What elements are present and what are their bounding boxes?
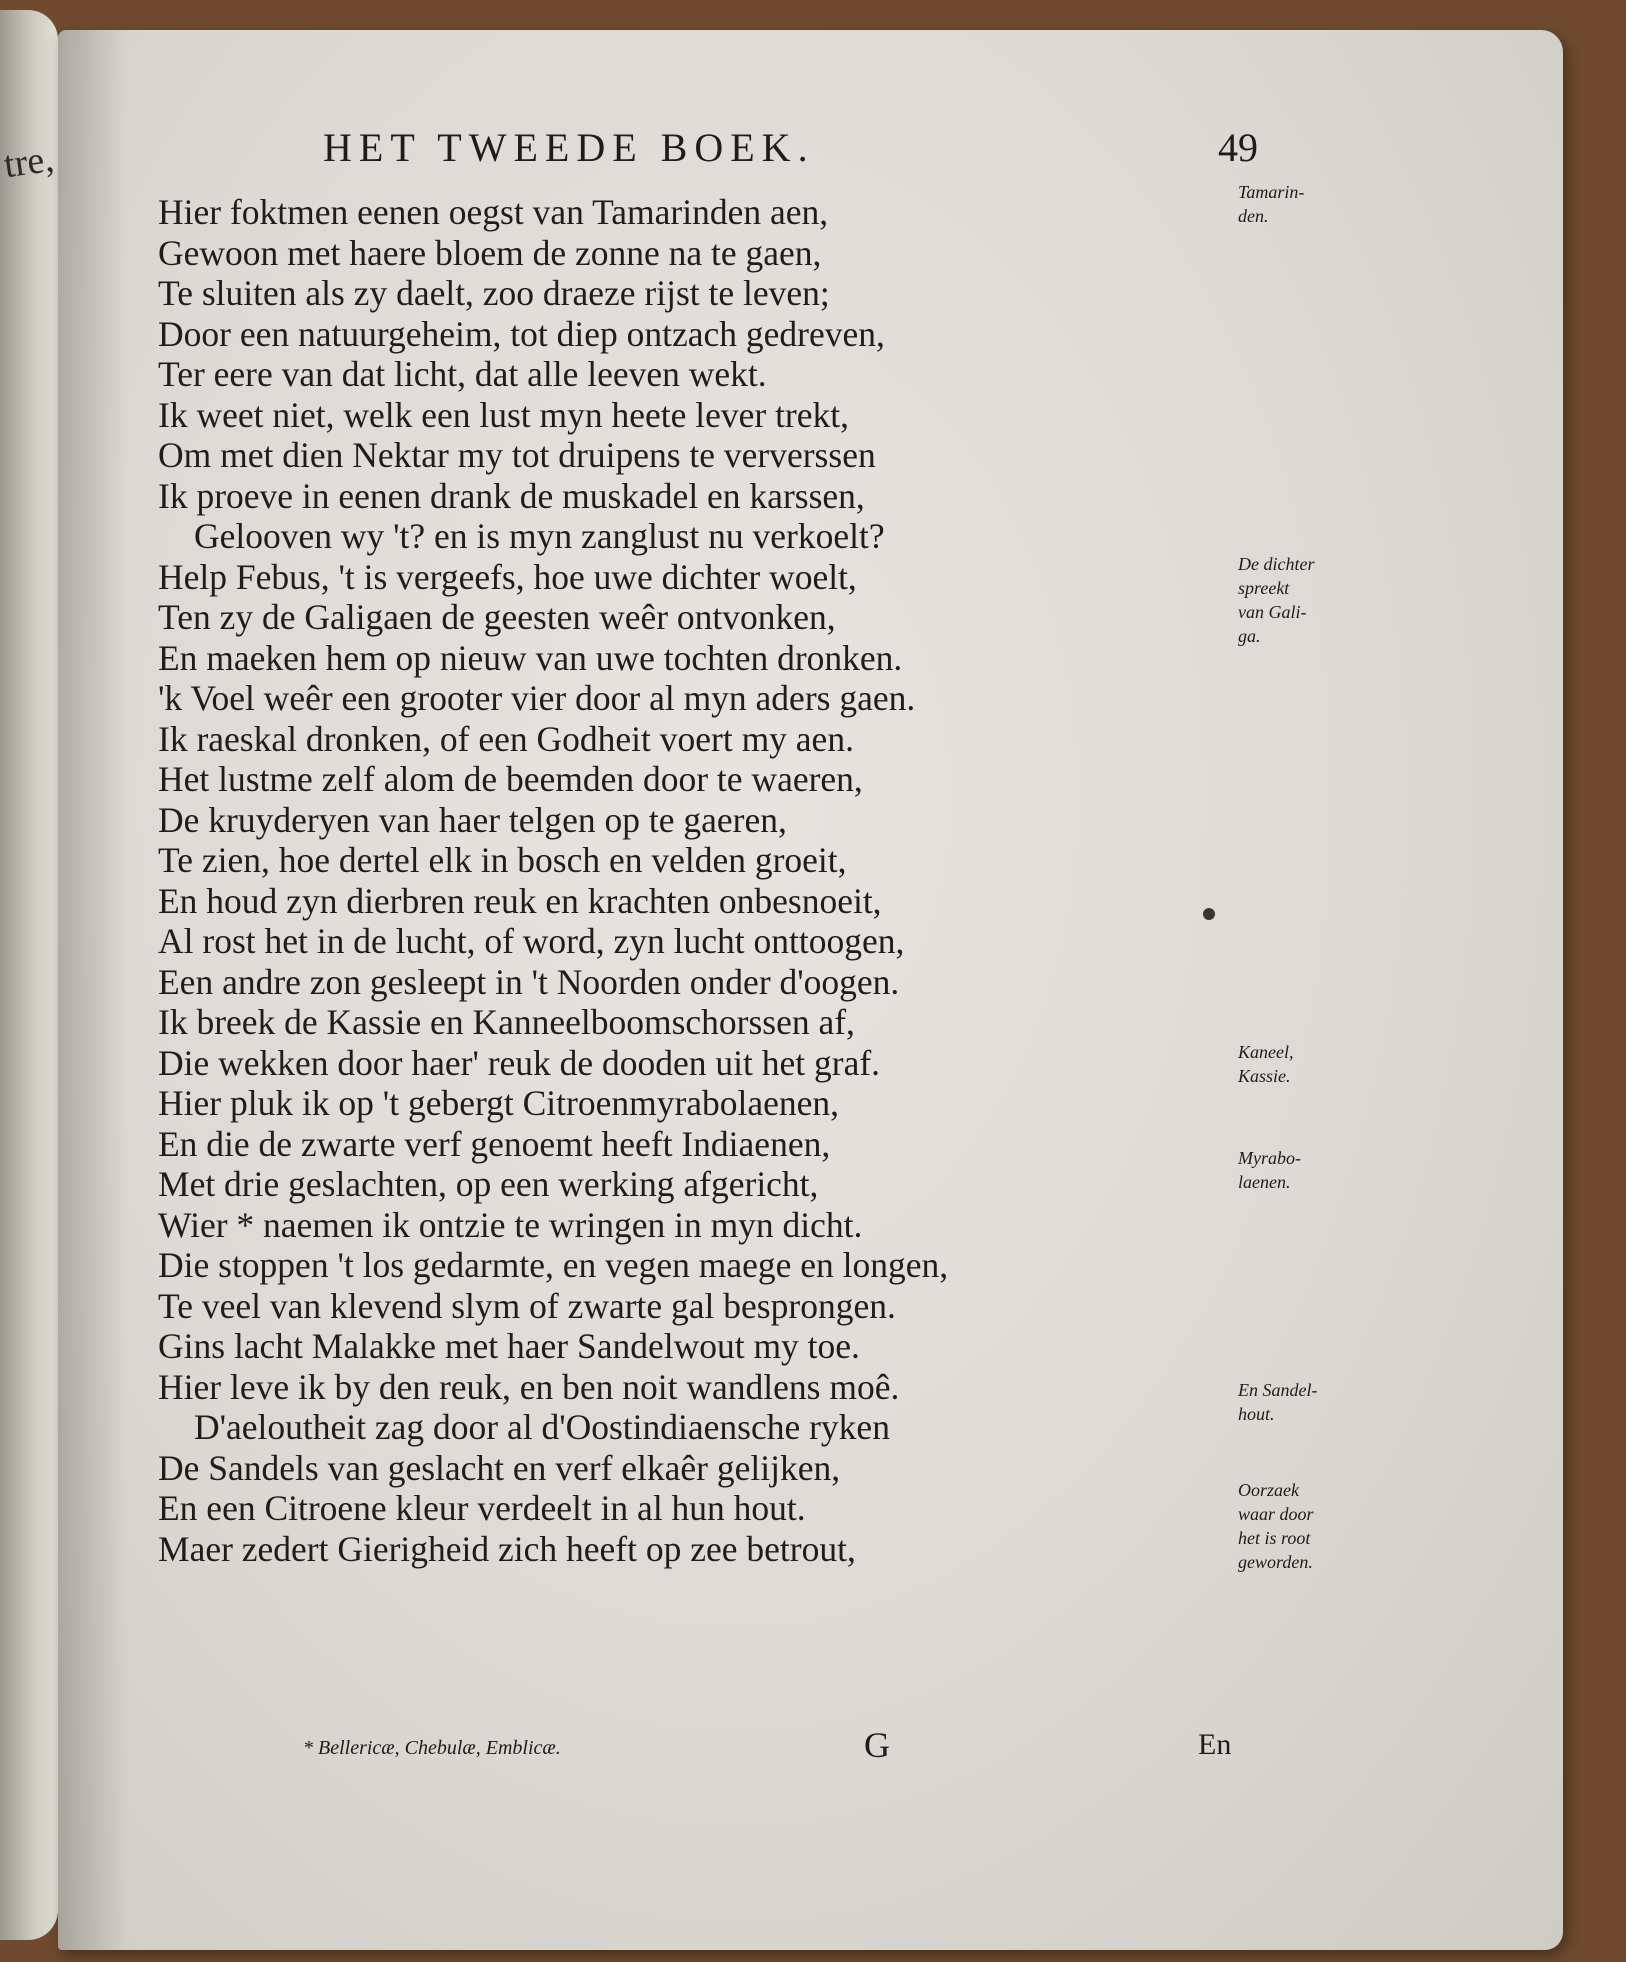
verse-line: Ik proeve in eenen drank de muskadel en karssen, [158,475,865,516]
verse-line: Al rost het in de lucht, of word, zyn lucht onttoogen, [158,921,905,961]
verse-line: De kruyderyen van haer telgen op te gaeren, [158,799,787,840]
footnote: * Bellericæ, Chebulæ, Emblicæ. [303,1737,561,1759]
verse-line: Gewoon met haere bloem de zonne na te gaen, [158,232,822,273]
verse-line: En die de zwarte verf genoemt heeft Indiaenen, [158,1123,831,1164]
verse-line: En houd zyn dierbren reuk en krachten onbesnoeit, [158,880,882,921]
side-note-myrabolaenen: Myrabo- laenen. [1238,1148,1301,1192]
book-page [58,30,1563,1950]
side-note-kaneel: Kaneel, Kassie. [1238,1042,1294,1086]
verse-line: Ter eere van dat licht, dat alle leeven wekt. [158,354,767,394]
verse-line: Die stoppen 't los gedarmte, en vegen maege en longen, [158,1245,949,1285]
verse-line: Ten zy de Galigaen de geesten weêr ontvonken, [158,597,836,637]
signature-mark: G [864,1725,890,1765]
verse-line: Die wekken door haer' reuk de dooden uit het graf. [158,1042,881,1083]
verse-line: Hier leve ik by den reuk, en ben noit wandlens moê. [158,1366,900,1407]
verse-line: Gins lacht Malakke met haer Sandelwout my toe. [158,1326,860,1366]
verse-line: Gelooven wy 't? en is myn zanglust nu verkoelt? [194,516,885,556]
verse-line: Maer zedert Gierigheid zich heeft op zee betrout, [158,1528,856,1569]
facing-page-text-fragment: tre, [1,137,57,187]
verse-line: Te veel van klevend slym of zwarte gal besprongen. [158,1285,896,1326]
verse-line: D'aeloutheit zag door al d'Oostindiaensche ryken [194,1407,890,1447]
verse-line: Hier foktmen eenen oegst van Tamarinden aen, [158,192,829,232]
verse-line: Wier * naemen ik ontzie te wringen in myn dicht. [158,1204,863,1245]
running-head: HET TWEEDE BOEK. [323,125,815,170]
verse-line: Ik breek de Kassie en Kanneelboomschorssen af, [158,1002,855,1042]
side-note-sandelhout: En Sandel- hout. [1238,1380,1318,1424]
ink-spot [1203,908,1215,920]
verse-line: Om met dien Nektar my tot druipens te ververssen [158,435,876,475]
gutter-shadow [58,30,128,1950]
verse-line: Ik weet niet, welk een lust myn heete lever trekt, [158,394,850,435]
facing-page-edge [0,10,58,1940]
side-note-tamarinden: Tamarin- den. [1238,182,1305,226]
verse-line: Te sluiten als zy daelt, zoo draeze rijst te leven; [158,273,830,313]
verse-line: Help Febus, 't is vergeefs, hoe uwe dichter woelt, [158,556,857,597]
verse-line: Het lustme zelf alom de beemden door te waeren, [158,759,863,799]
verse-line: De Sandels van geslacht en verf elkaêr gelijken, [158,1447,841,1488]
side-note-dichter: De dichter spreekt van Gali- ga. [1238,554,1315,646]
verse-line: Ik raeskal dronken, of een Godheit voert my aen. [158,718,854,759]
verse-line: Met drie geslachten, op een werking afgericht, [158,1164,819,1204]
verse-line: En een Citroene kleur verdeelt in al hun hout. [158,1488,806,1528]
verse-line: Hier pluk ik op 't gebergt Citroenmyrabolaenen, [158,1083,840,1123]
verse-line: Door een natuurgeheim, tot diep ontzach gedreven, [158,313,885,354]
page-number: 49 [1218,125,1258,170]
verse-line: Een andre zon gesleept in 't Noorden onder d'oogen. [158,961,900,1002]
verse-line: Te zien, hoe dertel elk in bosch en velden groeit, [158,840,847,880]
catchword: En [1198,1728,1232,1761]
verse-line: 'k Voel weêr een grooter vier door al myn aders gaen. [158,678,916,718]
poem-text [158,192,1258,1569]
verse-line: En maeken hem op nieuw van uwe tochten dronken. [158,637,903,678]
side-note-oorzaek: Oorzaek waar door het is root geworden. [1238,1480,1314,1572]
